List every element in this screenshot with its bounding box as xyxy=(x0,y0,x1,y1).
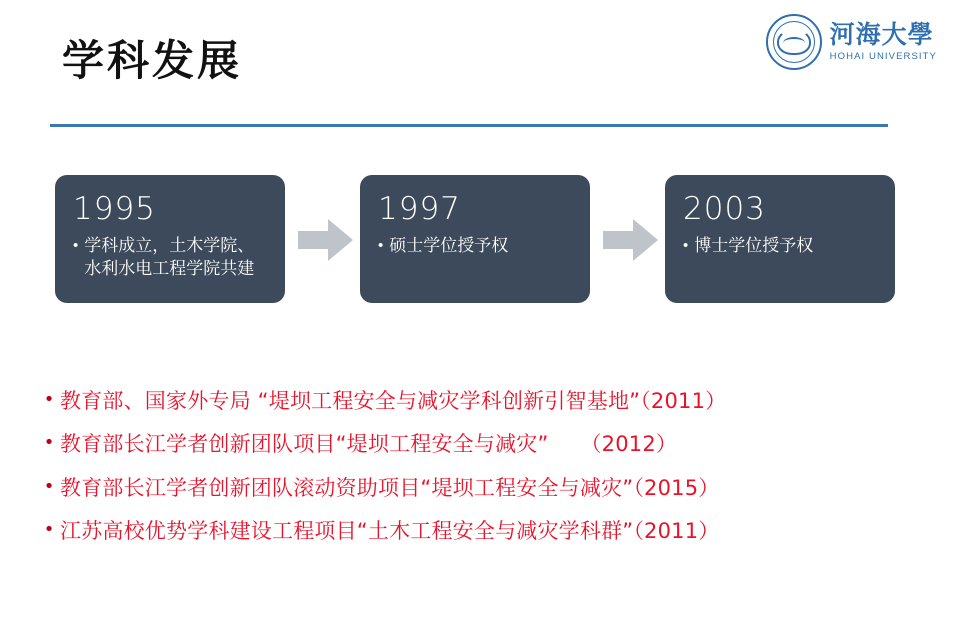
timeline-card-2003 xyxy=(665,175,895,303)
timeline-bullet xyxy=(73,235,269,281)
title-divider xyxy=(50,124,888,127)
timeline-year: 1997 xyxy=(378,191,461,227)
timeline-bullet xyxy=(683,235,879,258)
timeline-year: 2003 xyxy=(683,191,766,227)
achievement-list xyxy=(38,388,928,561)
bullet-dot-icon: • xyxy=(43,475,55,497)
list-item xyxy=(38,518,928,544)
logo-name-cn: 河海大學 xyxy=(829,20,934,50)
bullet-dot-icon: • xyxy=(683,237,689,254)
list-item-text: 教育部长江学者创新团队滚动资助项目“堤坝工程安全与减灾”（2015） xyxy=(60,475,720,500)
timeline-bullet-text: 硕士学位授予权 xyxy=(389,236,509,255)
list-item xyxy=(38,431,928,457)
timeline-bullet-text: 学科成立，土木学院、水利水电工程学院共建 xyxy=(84,236,255,278)
timeline-card-1997 xyxy=(360,175,590,303)
bullet-dot-icon: • xyxy=(43,389,55,410)
list-item xyxy=(38,475,928,501)
bullet-dot-icon: • xyxy=(378,237,384,254)
bullet-dot-icon: • xyxy=(43,518,55,540)
bullet-dot-icon: • xyxy=(43,432,55,454)
university-logo xyxy=(766,14,937,70)
timeline-bullet-text: 博士学位授予权 xyxy=(694,236,814,255)
timeline-bullet xyxy=(378,235,574,258)
list-item xyxy=(38,388,928,414)
timeline-year: 1995 xyxy=(73,191,156,227)
logo-text xyxy=(830,22,937,61)
arrow-right-icon-2 xyxy=(603,219,658,261)
arrow-right-icon-1 xyxy=(298,219,353,261)
page-title: 学科发展 xyxy=(62,36,243,85)
list-item-text: 教育部长江学者创新团队项目“堤坝工程安全与减灾” （2012） xyxy=(60,432,678,457)
logo-name-en: HOHAI UNIVERSITY xyxy=(829,50,937,62)
seal-icon xyxy=(766,14,822,70)
list-item-text: 教育部、国家外专局 “堤坝工程安全与减灾学科创新引智基地”（2011） xyxy=(60,389,727,413)
timeline-card-1995 xyxy=(55,175,285,303)
list-item-text: 江苏高校优势学科建设工程项目“土木工程安全与减灾学科群”（2011） xyxy=(60,518,720,543)
timeline xyxy=(55,175,895,320)
bullet-dot-icon: • xyxy=(73,237,79,254)
